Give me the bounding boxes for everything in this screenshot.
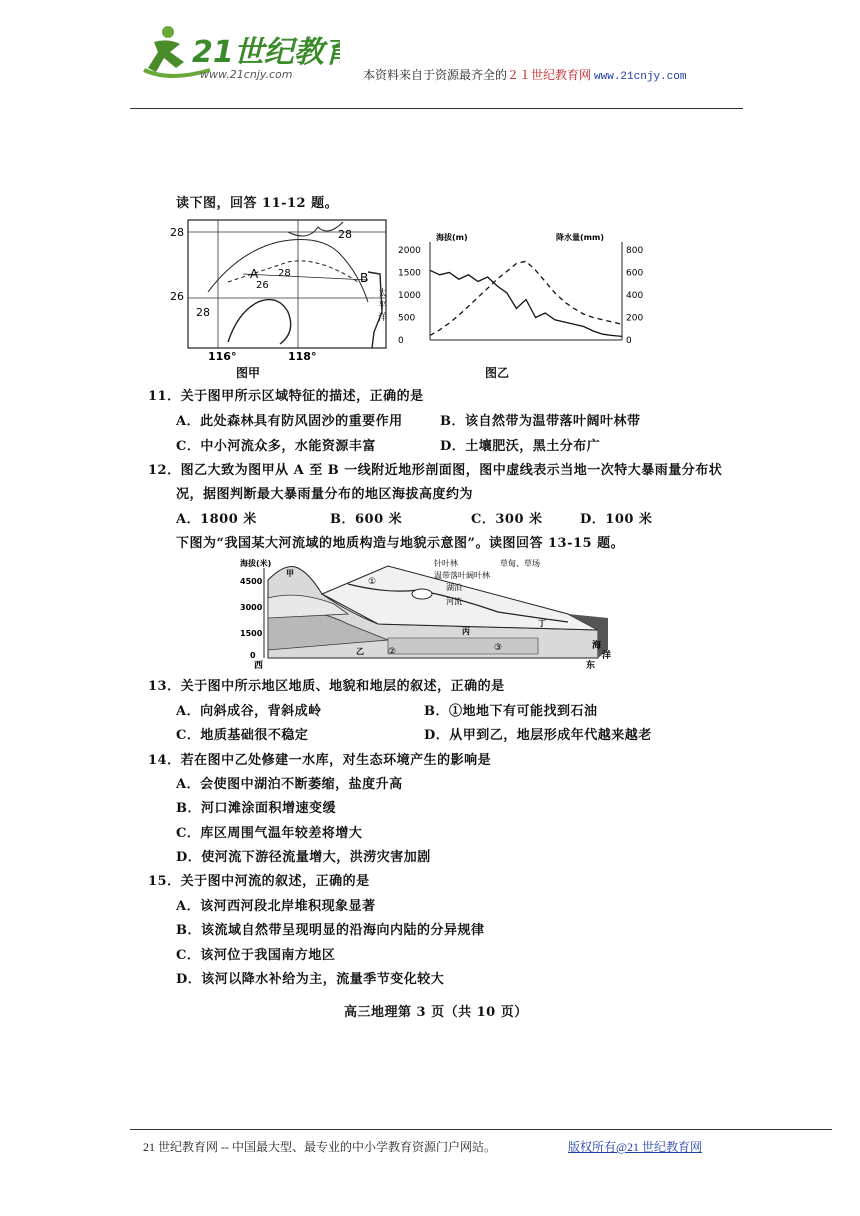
caption-jia: 图甲 [236,366,261,380]
q13-option-b[interactable]: B．①地地下有可能找到石油 [424,704,598,719]
diagram-y-tick: 0 [250,651,256,660]
q11-option-a[interactable]: A．此处森林具有防风固沙的重要作用 [176,414,403,429]
q14-stem: 14．若在图中乙处修建一水库，对生态环境产生的影响是 [148,753,492,768]
label-ocean: 洋 [602,651,612,661]
sea-label: 太 [378,289,388,299]
header-note-text: 本资料来自于资源最齐全的 [363,68,508,82]
q15-option-c[interactable]: C．该河位于我国南方地区 [176,948,336,963]
contour-label: 28 [196,306,210,319]
contour-label: 28 [278,268,291,279]
legend-lake: 湖泊 [446,583,462,592]
legend-broadleaf: 温带落叶阔叶林 [434,571,490,580]
legend-meadow: 草甸、草场 [500,559,540,568]
diagram-y-tick: 1500 [240,629,263,638]
footer-divider [130,1129,832,1130]
label-bing: 丙 [462,627,470,636]
q11-stem: 11．关于图甲所示区域特征的描述，正确的是 [148,389,424,404]
footer-site-description: 21 世纪教育网 -- 中国最大型、最专业的中小学教育资源门户网站。 [143,1140,496,1154]
left-axis-label: 海拔(m) [436,233,468,242]
sea-label: 洋 [378,313,388,323]
lat-label-28: 28 [170,226,184,239]
right-tick-label: 200 [626,313,644,324]
left-tick-label: 500 [398,313,416,324]
left-tick-label: 2000 [398,246,421,256]
elevation-series-line [430,270,622,336]
q12-stem-line2: 况，据图判断最大暴雨量分布的地区海拔高度约为 [176,487,474,502]
point-a-label: A [250,267,259,281]
q14-option-d[interactable]: D．使河流下游径流量增大，洪涝灾害加剧 [176,850,431,865]
label-circle-2: ② [388,647,397,657]
q15-stem: 15．关于图中河流的叙述，正确的是 [148,874,370,889]
q12-stem-line1: 12．图乙大致为图甲从 A 至 B 一线附近地形剖面图，图中虚线表示当地一次特大暴雨量分布状 [148,463,723,478]
q15-option-d[interactable]: D．该河以降水补给为主，流量季节变化较大 [176,972,445,987]
logo-text: 21世纪教育 [192,35,340,70]
geology-diagram [238,554,618,676]
intro-13-15: 下图为“我国某大河流域的地质构造与地貌示意图”。读图回答 13-15 题。 [176,536,625,551]
q12-option-c[interactable]: C．300 米 [471,512,543,527]
label-circle-3: ③ [494,643,503,653]
right-tick-label: 600 [626,268,644,279]
page-number: 高三地理第 3 页（共 10 页） [344,1005,528,1020]
q14-option-b[interactable]: B．河口滩涂面积增速变缓 [176,801,336,816]
label-sea: 海 [592,641,602,651]
q12-option-b[interactable]: B．600 米 [330,512,403,527]
q13-option-d[interactable]: D．从甲到乙，地层形成年代越来越老 [424,728,652,743]
label-circle-1: ① [368,577,377,587]
diagram-y-tick: 3000 [240,603,263,612]
lat-label-26: 26 [170,290,184,303]
caption-yi: 图乙 [485,366,510,380]
q11-option-b[interactable]: B．该自然带为温带落叶阔叶林带 [440,414,641,429]
header-site-url[interactable]: www.21cnjy.com [594,71,687,83]
left-tick-label: 1000 [398,291,421,301]
contour-label: 26 [256,280,269,291]
right-tick-label: 800 [626,246,644,256]
sea-label: 平 [378,301,388,311]
diagram-y-label: 海拔(米) [240,559,272,568]
left-tick-label: 0 [398,336,404,346]
q14-option-a[interactable]: A．会使图中湖泊不断萎缩，盐度升高 [176,777,403,792]
q15-option-a[interactable]: A．该河西河段北岸堆积现象显著 [176,899,376,914]
lon-label-118: 118° [288,350,317,362]
q15-option-b[interactable]: B．该流域自然带呈现明显的沿海向内陆的分异规律 [176,923,485,938]
label-jia: 甲 [286,569,294,578]
intro-11-12: 读下图，回答 11-12 题。 [176,196,339,211]
right-tick-label: 400 [626,291,644,301]
header-note [363,66,686,83]
site-logo [140,18,340,88]
label-yi: 乙 [356,647,364,656]
label-east: 东 [586,661,596,671]
footer-copyright-link[interactable]: 版权所有@21 世纪教育网 [568,1140,703,1154]
q13-stem: 13．关于图中所示地区地质、地貌和地层的叙述，正确的是 [148,679,505,694]
q13-option-c[interactable]: C．地质基础很不稳定 [176,728,309,743]
chart-yi [396,230,656,354]
q14-option-c[interactable]: C．库区周围气温年较差将增大 [176,826,363,841]
right-tick-label: 0 [626,336,632,346]
point-b-label: B [360,271,369,285]
diagram-y-tick: 4500 [240,577,263,586]
map-jia [168,212,393,366]
header-divider [130,108,743,109]
label-ding: 丁 [538,619,546,628]
rainfall-series-line [430,261,622,335]
right-axis-label: 降水量(mm) [556,233,604,242]
q12-option-d[interactable]: D．100 米 [580,512,653,527]
lon-label-116: 116° [208,350,237,362]
logo-url: www.21cnjy.com [200,68,293,81]
header-site-name[interactable]: ２１世纪教育网 [507,68,592,82]
q11-option-d[interactable]: D．土壤肥沃，黑土分布广 [440,439,601,454]
q12-option-a[interactable]: A．1800 米 [176,512,257,527]
label-west: 西 [254,661,264,671]
left-tick-label: 1500 [398,268,421,279]
legend-conifer: 针叶林 [434,559,458,568]
q11-option-c[interactable]: C．中小河流众多，水能资源丰富 [176,439,376,454]
q13-option-a[interactable]: A．向斜成谷，背斜成岭 [176,704,322,719]
legend-river: 河流 [446,597,462,606]
contour-label: 28 [338,228,352,241]
